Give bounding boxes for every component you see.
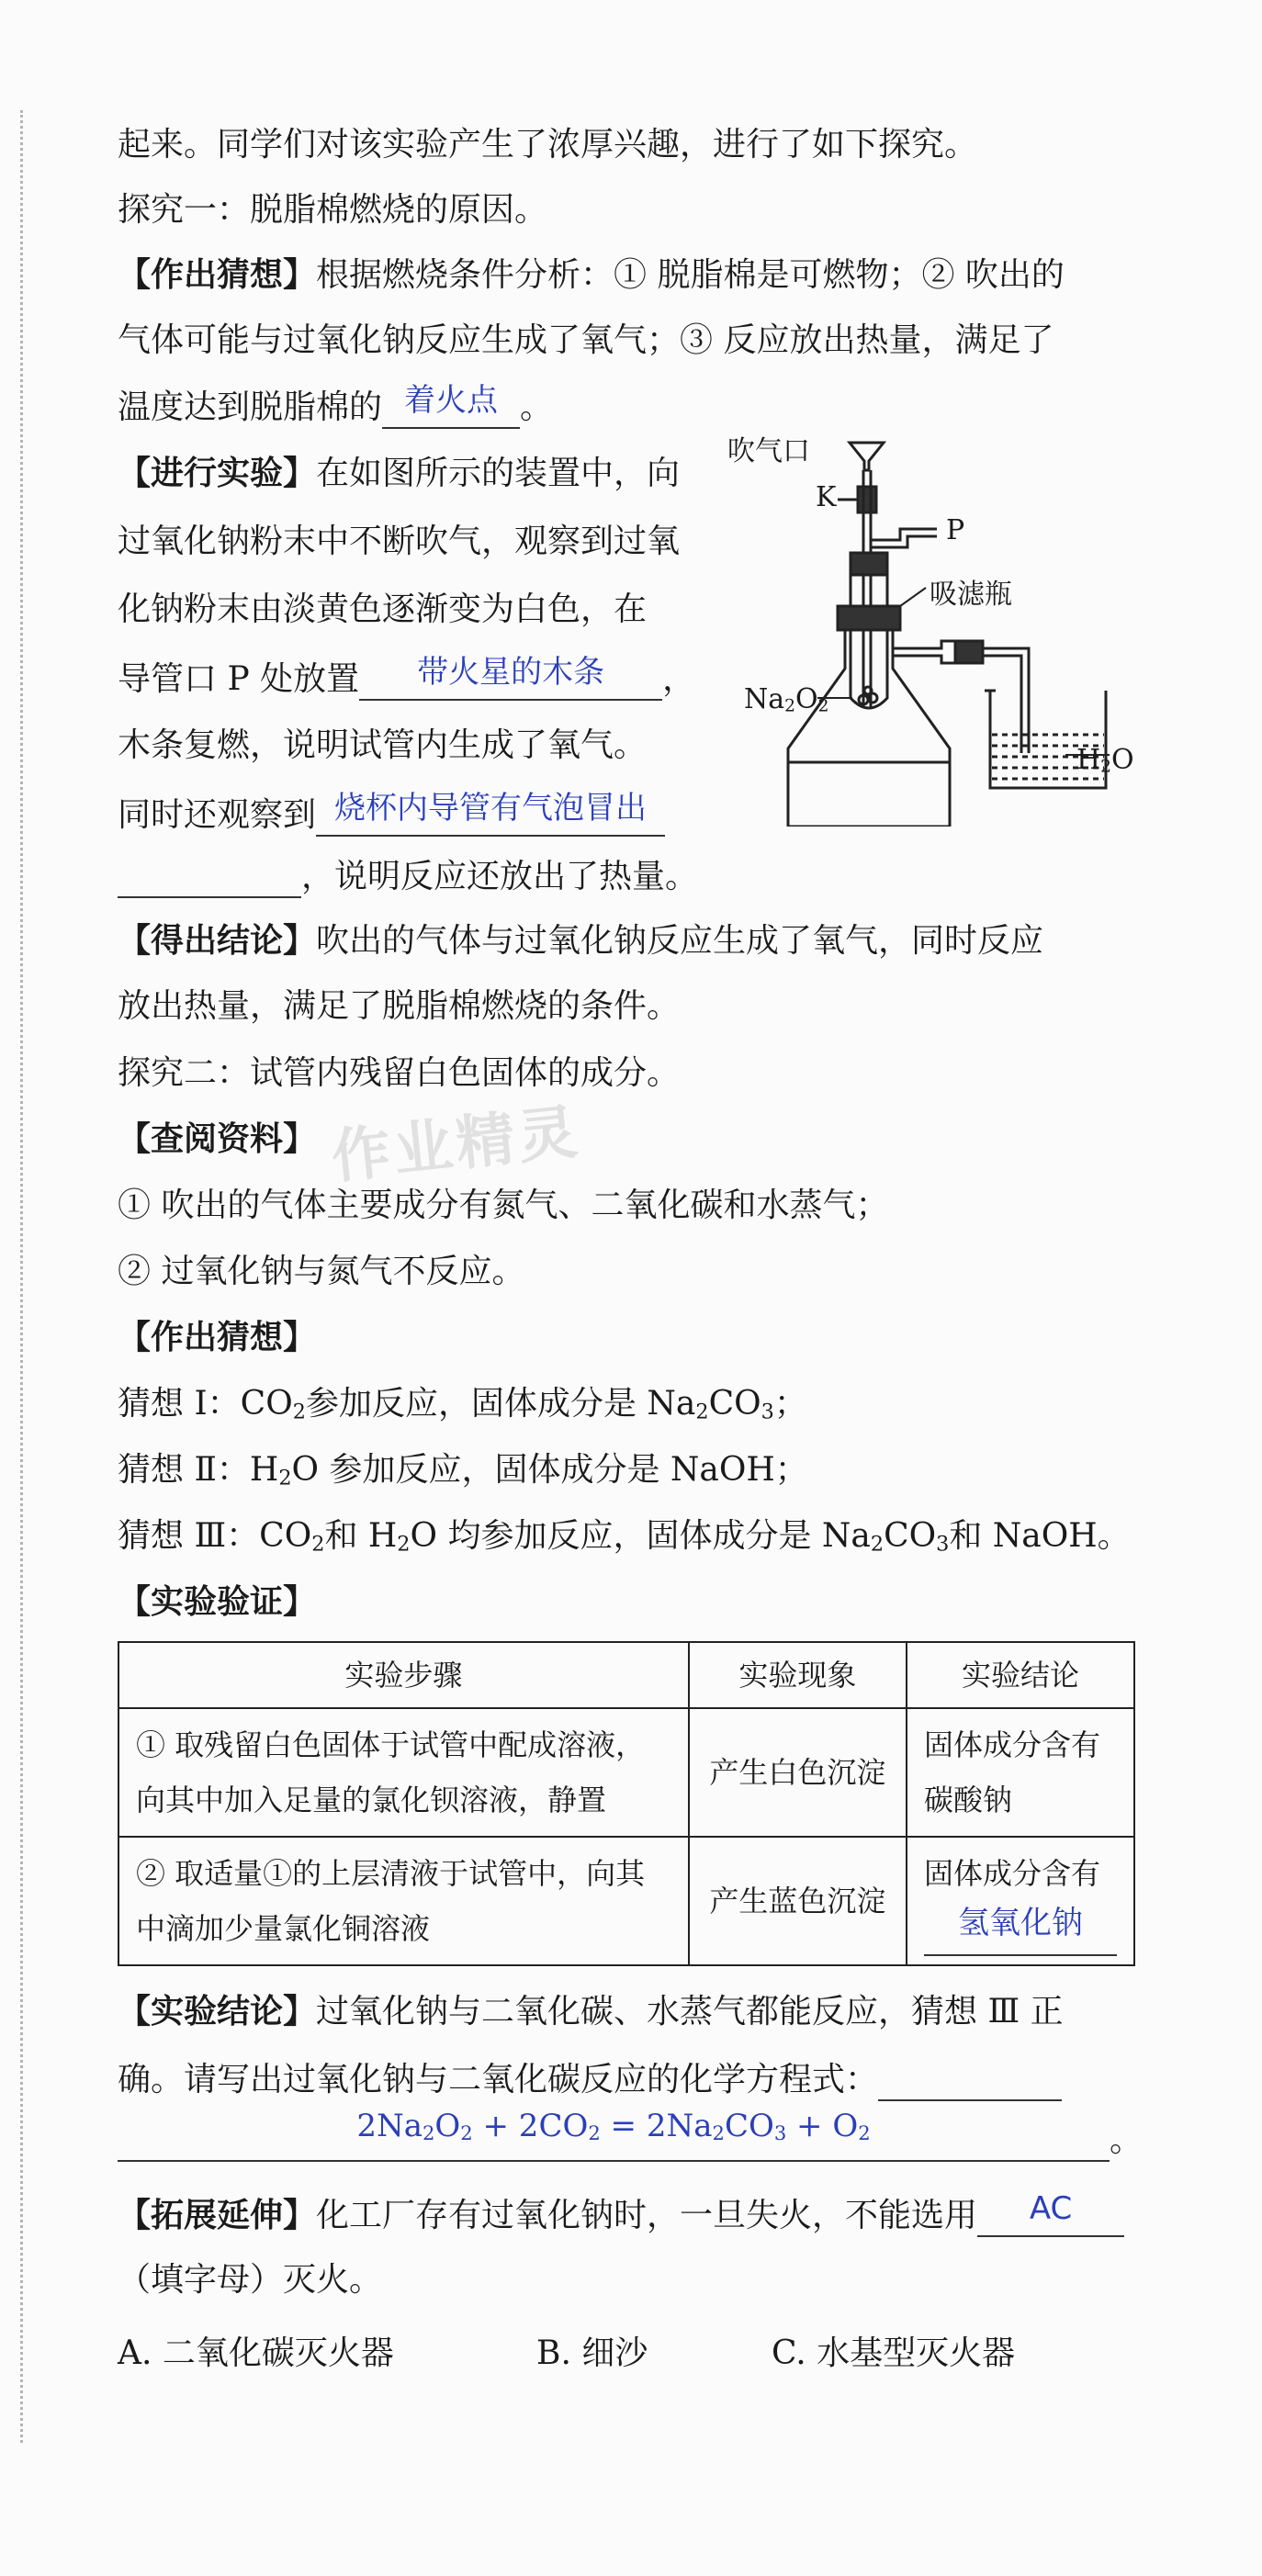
text-line [118, 2057, 1062, 2101]
text-line [118, 2190, 1124, 2237]
equation-line [118, 2107, 1144, 2162]
handwritten-answer: 氢氧化钠 [958, 1905, 1083, 1941]
table-header: 实验步骤 [118, 1642, 689, 1708]
eq-part: CO [724, 2107, 774, 2144]
subscript: 2 [422, 2121, 435, 2144]
label-p: P [946, 514, 965, 546]
table-header-row [118, 1642, 1134, 1708]
eq-part: + O [786, 2107, 859, 2144]
text: 过氧化钠与二氧化碳、水蒸气都能反应，猜想 Ⅲ 正 [316, 1993, 1064, 2030]
text-line [118, 382, 554, 429]
subscript: 2 [712, 2121, 725, 2144]
handwritten-equation [118, 2105, 1110, 2154]
subscript: 2 [311, 1532, 325, 1557]
text: 吹出的气体与过氧化钠反应生成了氧气，同时反应 [316, 922, 1044, 960]
label-blow-port: 吹气口 [727, 435, 810, 467]
text: 。 [1110, 2121, 1144, 2159]
table-cell: 产生白色沉淀 [689, 1708, 907, 1837]
label-h2o [1076, 744, 1134, 777]
text: 和 H [324, 1517, 398, 1555]
text-line [118, 854, 698, 898]
text-line [118, 1991, 1064, 2033]
subscript: 2 [460, 2121, 473, 2144]
text-line: （填字母）灭火。 [118, 2261, 383, 2299]
text-line: 探究二：试管内残留白色固体的成分。 [118, 1054, 681, 1092]
text: O [1111, 744, 1134, 776]
cell-text: ② 取适量①的上层清液于试管中，向其 [136, 1856, 646, 1891]
eq-part: 2Na [356, 2107, 423, 2144]
table-cell [907, 1708, 1134, 1837]
section-tag: 【得出结论】 [118, 922, 317, 960]
text: O 参加反应，固体成分是 NaOH； [291, 1451, 808, 1489]
text-line [118, 790, 665, 837]
table-cell [118, 1708, 689, 1837]
handwritten-answer: AC [1029, 2190, 1073, 2227]
watermark: 作业精灵 [328, 1097, 584, 1192]
subscript: 3 [761, 1400, 774, 1424]
table-cell [118, 1837, 689, 1965]
hypothesis-1 [118, 1383, 807, 1433]
subscript: 3 [773, 2121, 787, 2144]
text: H [1076, 744, 1101, 776]
answer-blank [359, 654, 662, 701]
handwritten-answer: 带火星的木条 [417, 654, 605, 691]
cell-text: 碳酸钠 [924, 1783, 1013, 1817]
apparatus-drawing [625, 422, 1139, 827]
option-a: A. 二氧化碳灭火器 [118, 2334, 394, 2372]
subscript: 2 [817, 696, 829, 716]
eq-part: = 2Na [600, 2107, 713, 2144]
text-line: ② 过氧化钠与氮气不反应。 [118, 1253, 525, 1290]
text-line: 探究一：脱脂棉燃烧的原因。 [118, 191, 548, 229]
text: 和 NaOH。 [949, 1517, 1131, 1555]
subscript: 2 [292, 1400, 306, 1424]
text: 猜想 Ⅰ：CO [118, 1385, 293, 1423]
text: Na [744, 683, 785, 715]
label-flask: 吸滤瓶 [930, 579, 1012, 611]
answer-blank [924, 1907, 1117, 1956]
hypothesis-2 [118, 1449, 808, 1499]
subscript: 2 [278, 1466, 292, 1490]
subscript: 2 [588, 2121, 601, 2144]
text: 猜想 Ⅲ：CO [118, 1517, 312, 1555]
text-line [118, 453, 680, 495]
eq-part: O [434, 2107, 461, 2144]
text-line: 木条复燃，说明试管内生成了氧气。 [118, 726, 648, 764]
text: 确。请写出过氧化钠与二氧化碳反应的化学方程式： [118, 2061, 879, 2098]
section-tag: 【作出猜想】 [118, 256, 317, 294]
cell-text: ① 取残留白色固体于试管中配成溶液， [136, 1727, 646, 1762]
answer-blank [382, 382, 520, 429]
section-tag: 【实验验证】 [118, 1583, 317, 1621]
cell-text: 中滴加少量氯化铜溶液 [136, 1911, 431, 1946]
table-row [118, 1708, 1134, 1837]
text-line: 气体可能与过氧化钠反应生成了氧气；③ 反应放出热量，满足了 [118, 321, 1054, 359]
hypothesis-3 [118, 1515, 1131, 1565]
text: 化工厂存有过氧化钠时，一旦失火，不能选用 [316, 2197, 978, 2234]
cell-text: 向其中加入足量的氯化钡溶液，静置 [136, 1783, 607, 1817]
handwritten-answer: 着火点 [404, 382, 499, 419]
text: ，说明反应还放出了热量。 [301, 858, 699, 895]
text-line: 过氧化钠粉末中不断吹气，观察到过氧 [118, 523, 681, 560]
text-line [118, 254, 1065, 297]
answer-blank [118, 2107, 1110, 2162]
label-na2o2 [744, 683, 828, 716]
text: CO [884, 1517, 937, 1555]
option-b: B. 细沙 [536, 2334, 648, 2372]
text-line [118, 654, 696, 701]
subscript: 2 [784, 696, 795, 716]
text: 猜想 Ⅱ：H [118, 1451, 279, 1489]
apparatus-figure [625, 422, 1139, 827]
text: O 均参加反应，固体成分是 Na [410, 1517, 871, 1555]
section-tag: 【作出猜想】 [118, 1319, 317, 1356]
option-c: C. 水基型灭火器 [772, 2334, 1016, 2372]
table-row [118, 1837, 1134, 1965]
table-header: 实验现象 [689, 1642, 907, 1708]
subscript: 2 [397, 1532, 411, 1557]
subscript: 2 [695, 1400, 709, 1424]
eq-part: + 2CO [472, 2107, 589, 2144]
subscript: 2 [870, 1532, 885, 1557]
answer-blank-continued [118, 854, 301, 898]
handwritten-answer: 烧杯内导管有气泡冒出 [334, 790, 648, 827]
text: 参加反应，固体成分是 Na [305, 1385, 696, 1423]
section-tag: 【查阅资料】 [118, 1120, 317, 1158]
table-cell [907, 1837, 1134, 1965]
section-tag: 【实验结论】 [118, 1993, 317, 2030]
label-k: K [816, 481, 837, 513]
section-tag: 【拓展延伸】 [118, 2197, 317, 2234]
section-tag: 【进行实验】 [118, 455, 317, 492]
text-line: 化钠粉末由淡黄色逐渐变为白色，在 [118, 591, 648, 628]
text: 在如图所示的装置中，向 [316, 455, 681, 492]
text-line: 放出热量，满足了脱脂棉燃烧的条件。 [118, 987, 681, 1025]
text: O [794, 683, 818, 715]
answer-blank [977, 2190, 1124, 2237]
text: CO [708, 1385, 761, 1423]
text: 根据燃烧条件分析：① 脱脂棉是可燃物；② 吹出的 [316, 256, 1065, 294]
cell-text: 固体成分含有 [924, 1727, 1101, 1762]
subscript: 2 [858, 2121, 871, 2144]
text: 导管口 P 处放置 [118, 660, 360, 698]
answer-blank [316, 790, 665, 837]
text: 同时还观察到 [118, 796, 317, 834]
text: 温度达到脱脂棉的 [118, 388, 383, 426]
text: 。 [520, 388, 554, 426]
margin-dotted-line [20, 110, 23, 2443]
table-header: 实验结论 [907, 1642, 1134, 1708]
subscript: 3 [936, 1532, 950, 1557]
table-cell: 产生蓝色沉淀 [689, 1837, 907, 1965]
cell-text: 固体成分含有 [924, 1856, 1101, 1891]
experiment-table [118, 1641, 1135, 1966]
text: ； [773, 1385, 807, 1423]
text-line: ① 吹出的气体主要成分有氮气、二氧化碳和水蒸气； [118, 1187, 889, 1224]
text: ， [662, 660, 696, 698]
answer-blank [878, 2057, 1062, 2101]
subscript: 2 [1100, 757, 1112, 777]
text-line: 起来。同学们对该实验产生了浓厚兴趣，进行了如下探究。 [118, 126, 978, 163]
text-line [118, 920, 1043, 962]
